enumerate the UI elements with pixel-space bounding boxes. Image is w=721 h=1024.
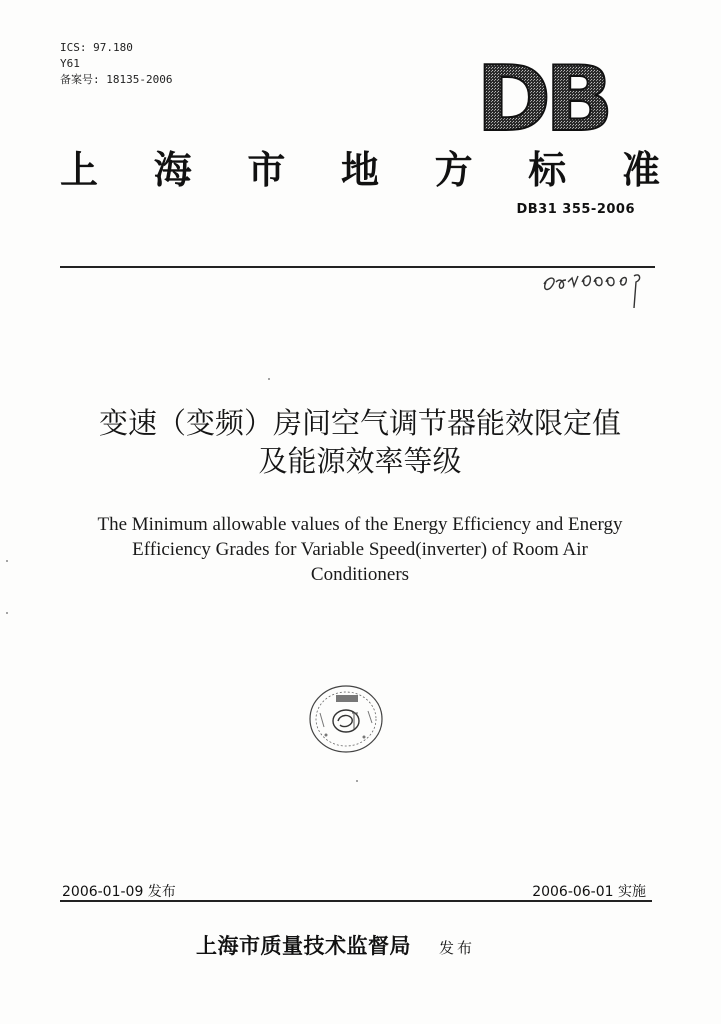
standard-code: DB31 355-2006	[516, 202, 635, 217]
scan-speck	[6, 560, 8, 562]
footer-divider	[60, 900, 652, 902]
chinese-title	[40, 404, 680, 480]
chinese-title-line: 及能源效率等级	[258, 444, 462, 478]
issuer-organization: 上海市质量技术监督局	[196, 933, 411, 958]
db-logo	[462, 58, 622, 138]
english-title-line: Conditioners	[310, 564, 410, 585]
standard-type-title	[60, 148, 660, 192]
classification-code: Y61	[60, 57, 80, 70]
english-title-line: Efficiency Grades for Variable Speed(inverter) of Room Air	[132, 539, 588, 560]
library-seal-icon	[306, 683, 386, 755]
standard-char: 上	[60, 147, 99, 192]
scan-speck	[268, 378, 270, 380]
handwritten-annotation	[536, 268, 646, 314]
logo-text: DB	[476, 58, 608, 138]
standard-char: 海	[153, 147, 192, 192]
standard-char: 方	[434, 147, 473, 192]
implementation-date: 2006-06-01 实施	[532, 884, 646, 900]
scan-speck	[356, 780, 358, 782]
issue-date: 2006-01-09 发布	[62, 884, 176, 900]
date-row	[62, 881, 646, 901]
standard-char: 地	[340, 147, 379, 192]
english-title	[40, 512, 680, 587]
issuing-authority	[196, 930, 475, 960]
scan-speck	[6, 612, 8, 614]
chinese-title-line: 变速（变频）房间空气调节器能效限定值	[98, 406, 621, 440]
ics-code: ICS: 97.180	[60, 41, 133, 54]
record-number: 备案号: 18135-2006	[60, 73, 173, 86]
english-title-line: The Minimum allowable values of the Energy Efficiency and Energy	[97, 514, 623, 535]
document-metadata	[60, 40, 172, 88]
standard-char: 标	[528, 147, 567, 192]
standard-char: 市	[247, 147, 286, 192]
standard-char: 准	[621, 147, 660, 192]
issuer-action: 发布	[439, 939, 476, 957]
